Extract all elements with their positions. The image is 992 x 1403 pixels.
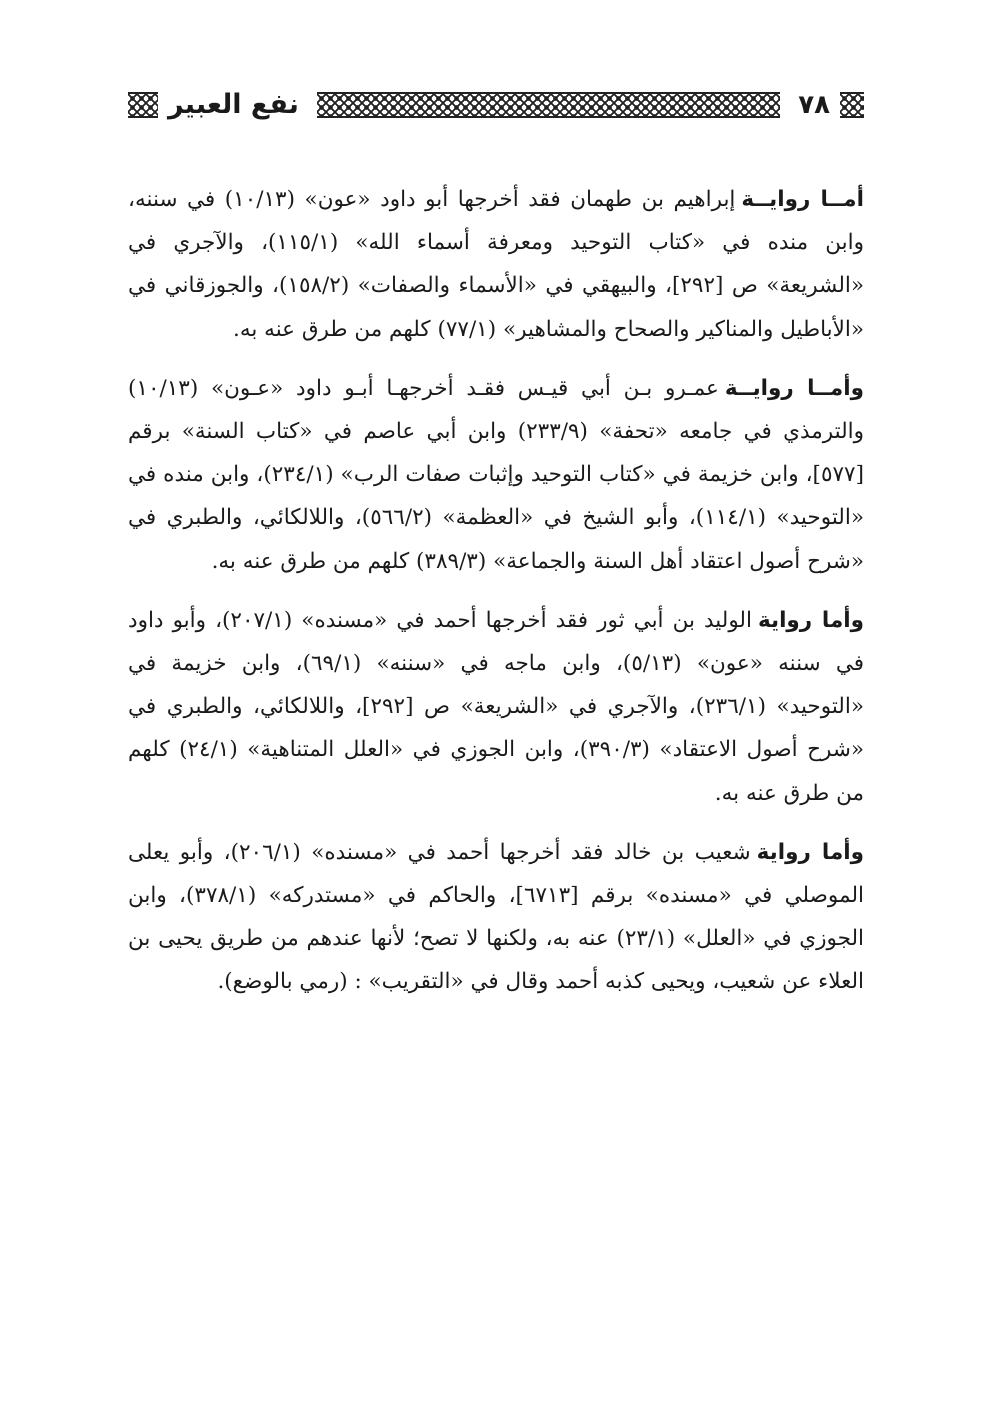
- ornament-band-icon: [317, 92, 780, 118]
- paragraph-text: عمـرو بـن أبي قيـس فقـد أخرجهـا أبـو داود «عـون» (١٠/١٣) والترمذي في جامعه «تحفة» (٢٣٣/٩) وابن أبي عاصم في «كتاب السنة» برقم [٥٧٧]، وابن خزيمة في «كتاب التوحيد وإثبات صفات الرب» (٢٣٤/١)، وابن منده في «التوحيد» (١١٤/١)، وأبو الشيخ في «العظمة» (٥٦٦/٢)، واللالكائي، والطبري في «شرح أصول اعتقاد أهل السنة والجماعة» (٣٨٩/٣) كلهم من طرق عنه به.: [128, 375, 864, 574]
- page-header: [128, 82, 864, 128]
- paragraph-ibrahim: [128, 178, 864, 351]
- ornament-icon: [128, 92, 158, 118]
- paragraph-amr: [128, 367, 864, 583]
- page-body: [128, 178, 864, 1004]
- paragraph-lead: أمــا روايــة: [741, 187, 864, 212]
- book-title: نفع العبير: [168, 89, 299, 120]
- paragraph-text: شعيب بن خالد فقد أخرجها أحمد في «مسنده» (٢٠٦/١)، وأبو يعلى الموصلي في «مسنده» برقم [٦٧١٣]، والحاكم في «مستدركه» (٣٧٨/١)، وابن الجوزي في «العلل» (٢٣/١) عنه به، ولكنها لا تصح؛ لأنها عندهم من طريق يحيى بن العلاء عن شعيب، ويحيى كذبه أحمد وقال في «التقريب» : (رمي بالوضع).: [128, 839, 864, 995]
- paragraph-lead: وأما رواية: [756, 839, 864, 865]
- paragraph-text: الوليد بن أبي ثور فقد أخرجها أحمد في «مسنده» (٢٠٧/١)، وأبو داود في سننه «عون» (٥/١٣)، وابن ماجه في «سننه» (٦٩/١)، وابن خزيمة في «التوحيد» (٢٣٦/١)، والآجري في «الشريعة» ص [٢٩٢]، واللالكائي، والطبري في «شرح أصول الاعتقاد» (٣٩٠/٣)، وابن الجوزي في «العلل المتناهية» (٢٤/١) كلهم من طرق عنه به.: [128, 607, 865, 806]
- page-number: ٧٨: [798, 90, 830, 120]
- paragraph-walid: [128, 599, 864, 815]
- ornament-icon: [840, 92, 864, 118]
- paragraph-lead: وأما رواية: [757, 607, 865, 633]
- paragraph-shuayb: [128, 831, 864, 1004]
- paragraph-text: إبراهيم بن طهمان فقد أخرجها أبو داود «عون» (١٠/١٣) في سننه، وابن منده في «كتاب التوحيد ومعرفة أسماء الله» (١١٥/١)، والآجري في «الشريعة» ص [٢٩٢]، والبيهقي في «الأسماء والصفات» (١٥٨/٢)، والجوزقاني في «الأباطيل والمناكير والصحاح والمشاهير» (٧٧/١) كلهم من طرق عنه به.: [128, 187, 864, 342]
- paragraph-lead: وأمــا روايــة: [724, 375, 864, 401]
